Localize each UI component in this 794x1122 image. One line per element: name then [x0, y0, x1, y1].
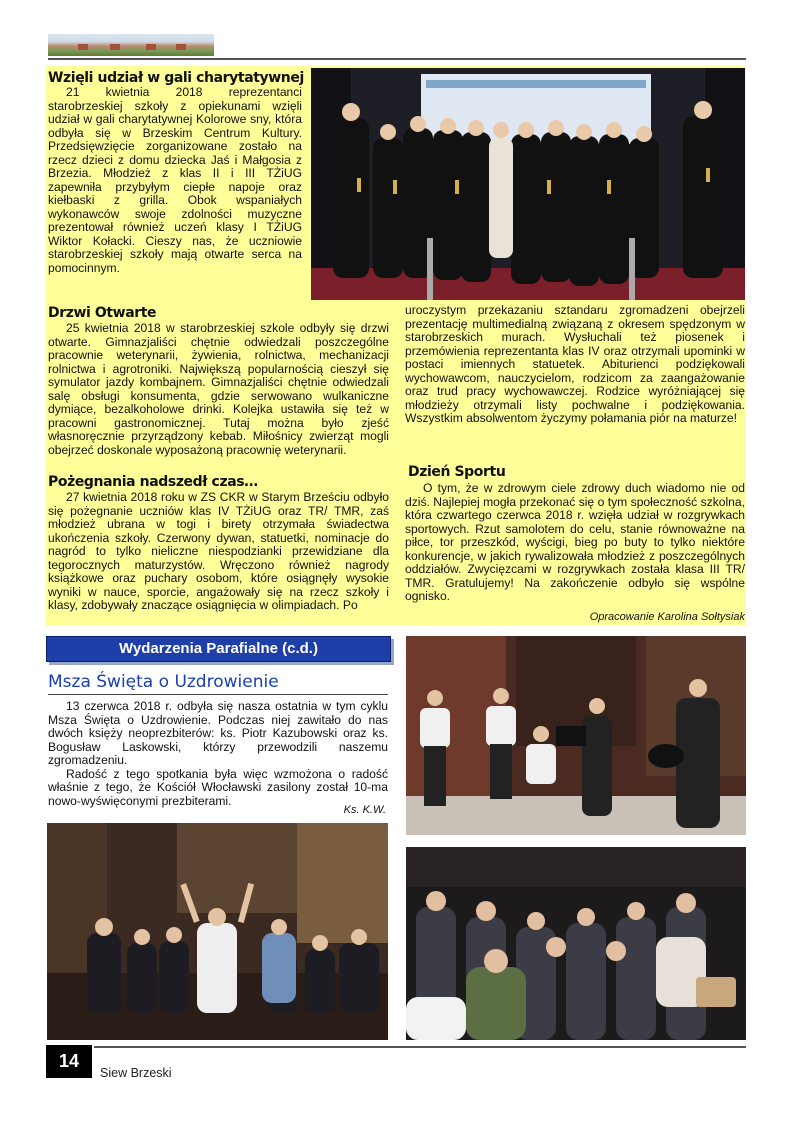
open-doors-text	[48, 322, 389, 457]
charity-heading: Wzięli udział w gali charytatywnej	[48, 70, 304, 86]
farewell-heading: Pożegnania nadszedł czas…	[48, 474, 258, 490]
crowd-gathering-photo	[406, 847, 746, 1040]
publication-name: Siew Brzeski	[100, 1066, 172, 1080]
author-credit: Opracowanie Karolina Sołtysiak	[589, 611, 745, 623]
mass-signature: Ks. K.W.	[343, 804, 386, 816]
open-doors-paragraph: 25 kwietnia 2018 w starobrzeskiej szkole odbyły się drzwi otwarte. Gimnazjaliści chętnie odwiedzali poszczególne pracownie weterynarii, żywienia, rolnictwa, mechanizacji rolnictwa i agrotroniki. Największą popularnością cieszył się symulator jazdy kombajnem. Gimnazjaliści chętnie odwiedzali salę obsługi konsumenta, gdzie serwowano wulkaniczne dymiące, bezalkoholowe drinki. Kolejka ustawiła się też w pracowni gastronomicznej. Tutaj można było zjeść własnoręcznie przyrządzony kebab. Miłośnicy zwierząt mogli obejrzeć doskonale wyposażoną pracownię weterynarii.	[48, 321, 389, 457]
church-worshippers-photo	[47, 823, 388, 1040]
mass-paragraph-2: Radość z tego spotkania była więc wzmożona o radość właśnie z tego, że Kościół Włocławski zasilony został 10-ma nowo-wyświęconymi prezbiterami.	[48, 766, 388, 808]
open-doors-heading: Drzwi Otwarte	[48, 305, 157, 321]
graduation-photo	[311, 68, 745, 300]
header-town-photo	[48, 34, 214, 56]
charity-text	[48, 86, 302, 275]
sports-day-heading: Dzień Sportu	[408, 464, 506, 480]
page-number: 14	[46, 1045, 92, 1078]
mass-title: Msza Święta o Uzdrowienie	[48, 672, 388, 695]
footer-rule	[94, 1046, 746, 1048]
music-band-photo	[406, 636, 746, 835]
charity-paragraph: 21 kwietnia 2018 reprezentanci starobrzeskiej szkoły z opiekunami wzięli udział w gali charytatywnej Kolorowe sny, która odbyła się w Brzeskim Centrum Kultury. Przedsięwzięcie zorganizowane zostało na rzecz dzieci z domu dziecka Jaś i Małgosia z Brzezia. Młodzież z klas II i III TŻiUG zapewniła przybyłym ciepłe napoje oraz kiełbaski z grilla. Obok wspaniałych wykonawców swoje zdolności muzyczne prezentował również uczeń klasy I TŻiUG Wiktor Kołacki. Cieszy nas, że uczniowie starobrzeskiej szkoły mają otwarte serca na pomocinnym.	[48, 85, 302, 275]
farewell-continued-paragraph: uroczystym przekazaniu sztandaru zgromadzeni obejrzeli prezentację multimedialną związaną z okresem spędzonym w starobrzeskich murach. Wysłuchali też piosenek i przemówienia reprezentanta klas IV oraz otrzymali upominki w postaci imiennych statuetek. Abiturienci podziękowali wychowawcom, nauczycielom, rodzicom za zaangażowanie oraz trud pracy wychowawczej. Rodzice wyróżniającej się młodzieży otrzymali listy pochwalne i podziękowania. Wszystkim absolwentom życzymy połamania piór na maturze!	[405, 303, 745, 425]
sports-day-paragraph: O tym, że w zdrowym ciele zdrowy duch wiadomo nie od dziś. Najlepiej mogła przekonać się o tym społeczność szkolna, która czwartego czerwca 2018 r. wzięła udział w rozgrywkach sportowych. Rzut samolotem do celu, stanie równoważne na piłce, tor przeszkód, wyścigi, bieg po buty to tylko niektóre konkurencje, w jakich rywalizowała młodzież z poszczególnych oddziałów. Zwycięzcami w rozgrywkach została klasa III TR/ TMR. Gratulujemy! Na zakończenie odbyło się wspólne ognisko.	[405, 481, 745, 603]
sports-day-text	[405, 482, 745, 604]
mass-text	[48, 700, 388, 808]
mass-paragraph-1: 13 czerwca 2018 r. odbyła się nasza ostatnia w tym cyklu Msza Święta o Uzdrowienie. Podczas niej zawitało do nas dwóch księży neoprezbiterów: ks. Piotr Kazubowski oraz ks. Bogusław Laskowski, którzy przewodzili naszemu zgromadzeniu.	[48, 699, 388, 767]
farewell-text	[48, 491, 389, 613]
header-rule	[48, 58, 746, 60]
farewell-paragraph: 27 kwietnia 2018 roku w ZS CKR w Starym Brześciu odbyło się pożegnanie uczniów klas IV TŻiUG oraz TR/ TMR, zaś młodzież ubrana w togi i birety otrzymała świadectwa ukończenia szkoły. Czerwony dywan, statuetki, nominacje do nagród to tylko nieliczne niespodzianki przewidziane dla tegorocznych maturzystów. Wręczono również nagrody książkowe oraz puchary osobom, które osiągnęły wysokie wyniki w nauce, sporcie, angażowały się na rzecz szkoły i klasy, zdobywały znaczące osiągnięcia w olimpiadach. Po	[48, 490, 389, 612]
parish-section-title: Wydarzenia Parafialne (c.d.)	[46, 636, 391, 662]
farewell-continued-text	[405, 304, 745, 426]
